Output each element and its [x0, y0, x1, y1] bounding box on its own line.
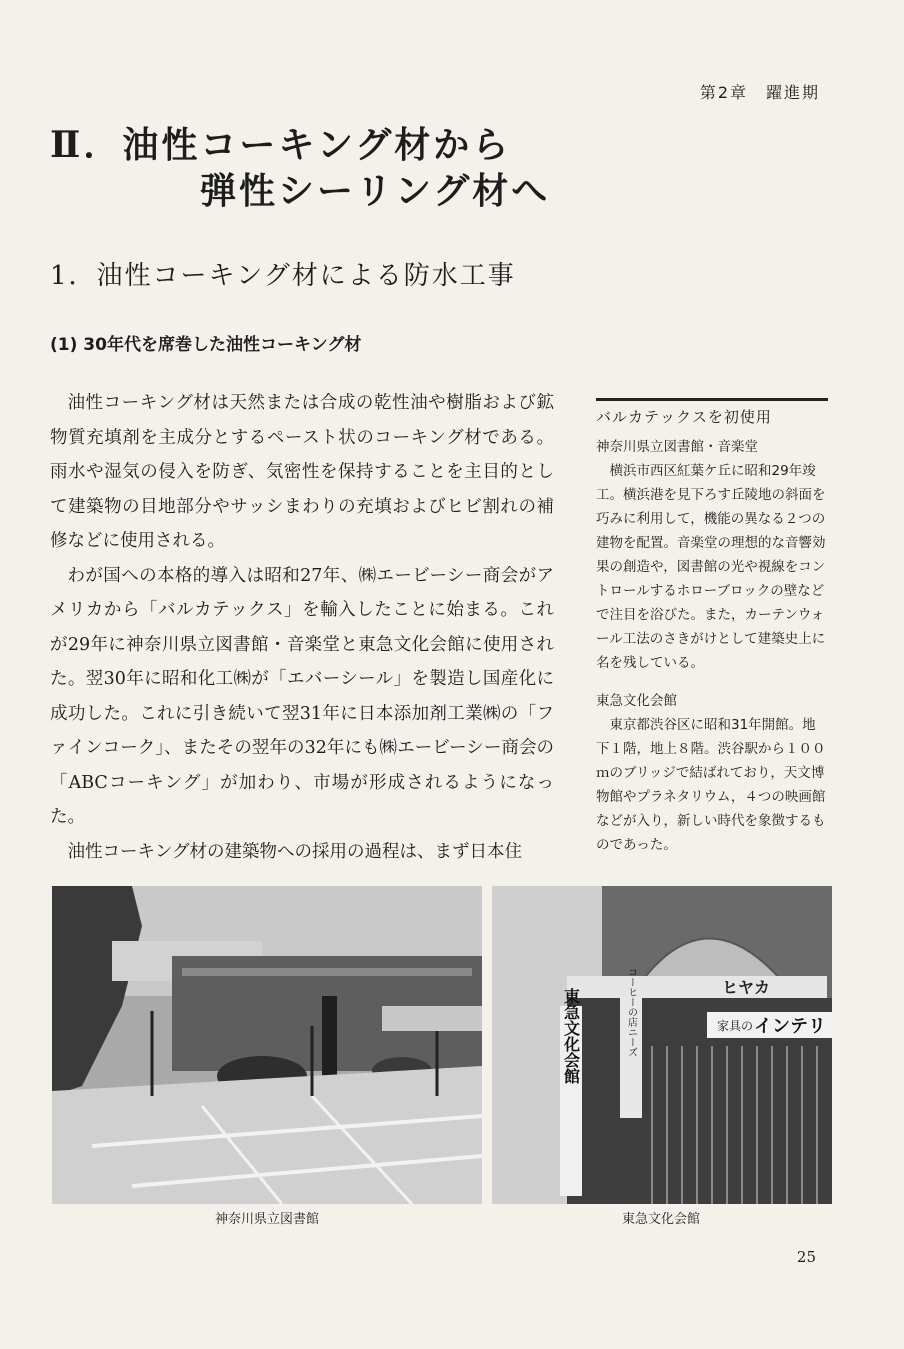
chapter-header: 第2章 躍進期 [699, 83, 820, 102]
roof-sign: ヒヤカ [722, 978, 771, 997]
bunka-kaikan-illustration [492, 886, 832, 1204]
library-illustration [52, 886, 482, 1204]
subsection-heading: (1) 30年代を席巻した油性コーキング材 [50, 335, 362, 355]
library-photo [52, 886, 482, 1204]
body-text [50, 386, 554, 869]
page-number: 25 [796, 1248, 816, 1266]
banner-sign: コーヒーの店ニーズ [625, 967, 637, 1057]
title-line-1: Ⅱ．油性コーキング材から [50, 124, 512, 166]
store-sign-large: インテリ [754, 1016, 826, 1037]
vertical-sign: 東急文化会館 [561, 988, 581, 1084]
store-sign-small: 家具の [717, 1019, 754, 1033]
photo-caption-library: 神奈川県立図書館 [215, 1212, 320, 1227]
sidebar-item1-text: 横浜市西区紅葉ケ丘に昭和29年竣工。横浜港を見下ろす丘陵地の斜面を巧みに利用して，機能の異なる２つの建物を配置。音楽堂の理想的な音響効果の創造や，図書館の光や視線をコントロールするホローブロックの壁などで注目を浴びた。また，カーテンウォール工法のさきがけとして建築史上に名を残している。 [596, 463, 826, 671]
page-title [50, 122, 550, 214]
paragraph-1: 油性コーキング材は天然または合成の乾性油や樹脂および鉱物質充填剤を主成分とするペースト状のコーキング材である。雨水や湿気の侵入を防ぎ、気密性を保持することを主目的として建築物の目地部分やサッシまわりの充填およびヒビ割れの補修などに使用される。 [50, 393, 554, 551]
sidebar-item2-title: 東急文化会館 [596, 693, 677, 709]
photo-caption-bunka-kaikan: 東急文化会館 [622, 1212, 701, 1227]
sidebar-item2-text: 東京都渋谷区に昭和31年開館。地下１階，地上８階。渋谷駅から１００ｍのブリッジで結ばれており，天文博物館やプラネタリウム，４つの映画館などが入り，新しい時代を象徴するものであった。 [596, 717, 826, 853]
section-heading: 1．油性コーキング材による防水工事 [50, 261, 516, 291]
title-line-2: 弾性シーリング材へ [200, 170, 551, 212]
paragraph-2: わが国への本格的導入は昭和27年、㈱エービーシー商会がアメリカから「バルカテックス」を輸入したことに始まる。これが29年に神奈川県立図書館・音楽堂と東急文化会館に使用された。翌30年に昭和化工㈱が「エバーシール」を製造し国産化に成功した。これに引き続いて翌31年に日本添加剤工業㈱の「ファインコーク」、またその翌年の32年にも㈱エービーシー商会の「ABCコーキング」が加わり、市場が形成されるようになった。 [50, 565, 554, 827]
sidebar-item1-title: 神奈川県立図書館・音楽堂 [596, 439, 758, 455]
sidebar-heading: バルカテックスを初使用 [596, 398, 828, 429]
paragraph-3: 油性コーキング材の建築物への採用の過程は、まず日本住 [67, 841, 522, 862]
sidebar-note [596, 398, 828, 857]
bunka-kaikan-photo [492, 886, 832, 1204]
